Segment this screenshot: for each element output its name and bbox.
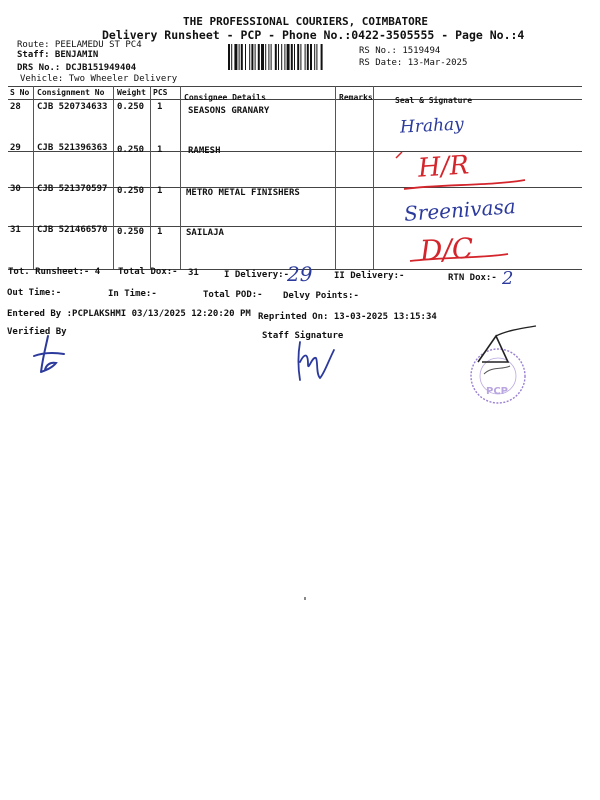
- row-consignee: RAMESH: [188, 146, 221, 156]
- barcode-bar: [271, 44, 272, 70]
- barcode-bar: [265, 44, 266, 70]
- total-pod: Total POD:-: [203, 290, 263, 300]
- barcode-bar: [310, 44, 312, 70]
- entered-by: Entered By :PCPLAKSHMI 03/13/2025 12:20:20 PM: [7, 309, 251, 319]
- row-consignee: METRO METAL FINISHERS: [186, 188, 300, 198]
- row-pcs: 1: [157, 102, 163, 112]
- row-weight: 0.250: [117, 227, 145, 237]
- handwritten-initials: H/R: [417, 150, 470, 184]
- reprinted-on: Reprinted On: 13-03-2025 13:15:34: [258, 312, 437, 322]
- barcode-bar: [287, 44, 290, 70]
- row-weight: 0.250: [117, 102, 145, 112]
- barcode-bar: [249, 44, 250, 70]
- barcode-bar: [261, 44, 264, 70]
- staff-text: Staff: BENJAMIN: [17, 50, 99, 60]
- barcode-bar: [278, 44, 279, 70]
- row-sno: 31: [10, 225, 21, 235]
- total-runsheet: Tot. Runsheet:- 4: [8, 267, 101, 277]
- i-delivery-value: 29: [287, 262, 313, 286]
- handwritten-initials: D/C: [419, 231, 475, 268]
- company-stamp: [466, 322, 546, 412]
- col-header-pcs: PCS: [153, 88, 168, 97]
- barcode-bar: [297, 44, 299, 70]
- drs-number: DRS No.: DCJB151949404: [17, 63, 137, 73]
- row-pcs: 1: [157, 227, 163, 237]
- route-text: Route: PEELAMEDU ST PC4: [17, 40, 142, 50]
- delvy-points: Delvy Points:-: [283, 291, 359, 301]
- stamp-text: PCP: [486, 386, 508, 397]
- barcode-bar: [307, 44, 309, 70]
- barcode-bar: [255, 44, 256, 70]
- row-consignment: CJB 521396363: [37, 143, 108, 153]
- row-weight: 0.250: [117, 145, 145, 155]
- verified-by-label: Verified By: [7, 327, 67, 337]
- total-dox-label: Total Dox:-: [118, 267, 178, 277]
- handwritten-signature: Hrahay: [399, 114, 465, 138]
- col-header-weight: Weight: [117, 88, 146, 97]
- row-consignment: CJB 521370597: [37, 184, 108, 194]
- staff-signature-label: Staff Signature: [262, 331, 344, 341]
- handwritten-signature: Sreenivasa: [403, 194, 517, 226]
- vehicle-text: Vehicle: Two Wheeler Delivery: [20, 74, 178, 84]
- staff-signature-mark: [292, 338, 340, 386]
- barcode-bar: [281, 44, 282, 70]
- barcode-bar: [231, 44, 232, 70]
- col-header-sno: S No: [10, 88, 30, 97]
- barcode-bar: [258, 44, 260, 70]
- barcode-bar: [294, 44, 295, 70]
- barcode-bar: [300, 44, 301, 70]
- rs-number: RS No.: 1519494: [359, 46, 441, 56]
- row-pcs: 1: [157, 186, 163, 196]
- row-pcs: 1: [157, 145, 163, 155]
- in-time: In Time:-: [108, 289, 157, 299]
- barcode-image: [228, 44, 356, 70]
- barcode-bar: [245, 44, 246, 70]
- col-header-consignee: Consignee Details: [184, 93, 266, 102]
- verified-by-signature: [28, 332, 72, 378]
- row-consignment: CJB 521466570: [37, 225, 108, 235]
- rs-date: RS Date: 13-Mar-2025: [359, 58, 468, 68]
- company-name: THE PROFESSIONAL COURIERS, COIMBATORE: [183, 15, 429, 28]
- col-header-remarks: Remarks: [339, 93, 373, 102]
- barcode-bar: [234, 44, 237, 70]
- rtn-dox-value: 2: [502, 268, 514, 289]
- barcode-bar: [314, 44, 315, 70]
- barcode-bar: [241, 44, 243, 70]
- row-weight: 0.250: [117, 186, 145, 196]
- signature-strokes: [390, 150, 540, 270]
- paper-speck: [304, 597, 306, 600]
- row-sno: 30: [10, 184, 21, 194]
- row-consignment: CJB 520734633: [37, 102, 108, 112]
- rtn-dox-label: RTN Dox:-: [448, 273, 497, 283]
- barcode-bar: [239, 44, 240, 70]
- barcode-bar: [316, 44, 317, 70]
- row-sno: 28: [10, 102, 21, 112]
- barcode-bar: [228, 44, 230, 70]
- barcode-bar: [268, 44, 269, 70]
- i-delivery-label: I Delivery:-: [224, 270, 290, 280]
- col-header-consignment: Consignment No: [37, 88, 105, 97]
- ii-delivery-label: II Delivery:-: [334, 271, 405, 281]
- barcode-bar: [284, 44, 285, 70]
- barcode-bar: [275, 44, 277, 70]
- row-sno: 29: [10, 143, 21, 153]
- barcode-bar: [251, 44, 253, 70]
- col-header-seal-signature: Seal & Signature: [395, 96, 473, 105]
- row-consignee: SEASONS GRANARY: [188, 106, 270, 116]
- runsheet-title: Delivery Runsheet - PCP - Phone No.:0422-3505555 - Page No.:4: [102, 28, 525, 42]
- row-consignee: SAILAJA: [186, 228, 224, 238]
- total-dox-value: 31: [188, 268, 199, 278]
- out-time: Out Time:-: [7, 288, 62, 298]
- barcode-bar: [321, 44, 323, 70]
- barcode-bar: [291, 44, 293, 70]
- barcode-bar: [305, 44, 306, 70]
